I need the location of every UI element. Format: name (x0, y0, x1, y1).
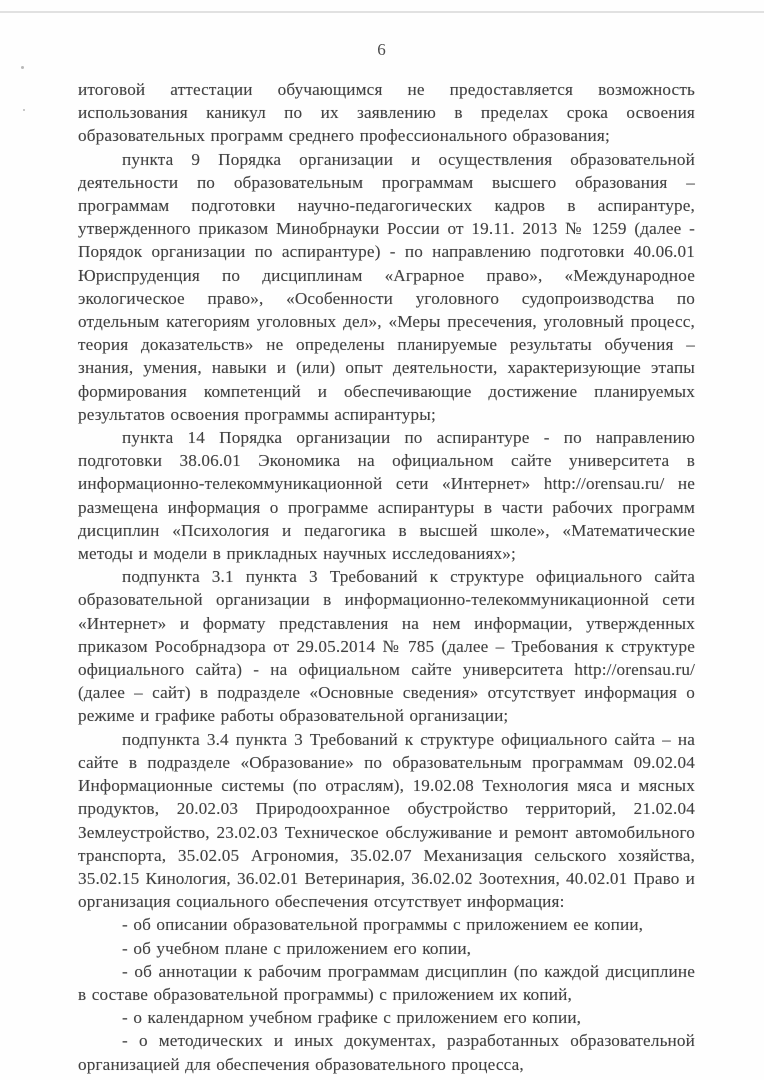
paragraph-podpunkt-3-4: подпункта 3.4 пункта 3 Требований к структуре официального сайта – на сайте в подразделе «Образование» по образовательным программам 09.02.04 Информационные системы (по отраслям), 19.02.08 Технология мяса и мясных продуктов, 20.02.03 Природоохранное обустройство территорий, 21.02.04 Землеустройство, 23.02.03 Техническое обслуживание и ремонт автомобильного транспорта, 35.02.05 Агрономия, 35.02.07 Механизация сельского хозяйства, 35.02.15 Кинология, 36.02.01 Ветеринария, 36.02.02 Зоотехния, 40.02.01 Право и организация социального обеспечения отсутствует информация: (78, 729, 695, 912)
list-item-annotations: - об аннотации к рабочим программам дисциплин (по каждой дисциплине в составе образовательной программы) с приложением их копий, (78, 961, 695, 1004)
paragraph-continuation: итоговой аттестации обучающимся не предоставляется возможность использования каникул по их заявлению в пределах срока освоения образовательных программ среднего профессионального образования; (78, 80, 695, 146)
paragraph-podpunkt-3-1: подпункта 3.1 пункта 3 Требований к структуре официального сайта образовательной организации в информационно-телекоммуникационной сети «Интернет» и формату представления на нем информации, утвержденных приказом Рособрнадзора от 29.05.2014 № 785 (далее – Требования к структуре официального сайта) - на официальном сайте университета http://orensau.ru/ (далее – сайт) в подразделе «Основные сведения» отсутствует информация о режиме и графике работы образовательной организации; (78, 567, 695, 726)
scan-artifact-line (0, 11, 764, 13)
scan-artifact-speck (23, 109, 25, 111)
list-item-program-description: - об описании образовательной программы с приложением ее копии, (122, 915, 644, 935)
list-item-curriculum: - об учебном плане с приложением его копии, (122, 938, 472, 958)
page-number: 6 (377, 40, 387, 59)
paragraph-punkt-9: пункта 9 Порядка организации и осуществления образовательной деятельности по образовательным программам высшего образования – программам подготовки научно-педагогических кадров в аспирантуре, утвержденного приказом Минобрнауки России от 19.11. 2013 № 1259 (далее - Порядок организации по аспирантуре) - по направлению подготовки 40.06.01 Юриспруденция по дисциплинам «Аграрное право», «Международное экологическое право», «Особенности уголовного судопроизводства по отдельным категориям уголовных дел», «Меры пресечения, уголовный процесс, теория доказательств» не определены планируемые результаты обучения – знания, умения, навыки и (или) опыт деятельности, характеризующие этапы формирования компетенций и обеспечивающие достижение планируемых результатов освоения программы аспирантуры; (78, 149, 695, 424)
paragraph-punkt-14: пункта 14 Порядка организации по аспирантуре - по направлению подготовки 38.06.01 Экономика на официальном сайте университета в информационно-телекоммуникационной сети «Интернет» http://orensau.ru/ не размещена информация о программе аспирантуры в части рабочих программ дисциплин «Психология и педагогика в высшей школе», «Математические методы и модели в прикладных научных исследованиях»; (78, 428, 695, 564)
list-item-calendar-schedule: - о календарном учебном графике с приложением его копии, (122, 1008, 582, 1028)
scan-artifact-speck (21, 66, 24, 69)
document-body (78, 78, 695, 1076)
list-item-methodical-documents: - о методических и иных документах, разработанных образовательной организацией для обеспечения образовательного процесса, (78, 1031, 695, 1074)
